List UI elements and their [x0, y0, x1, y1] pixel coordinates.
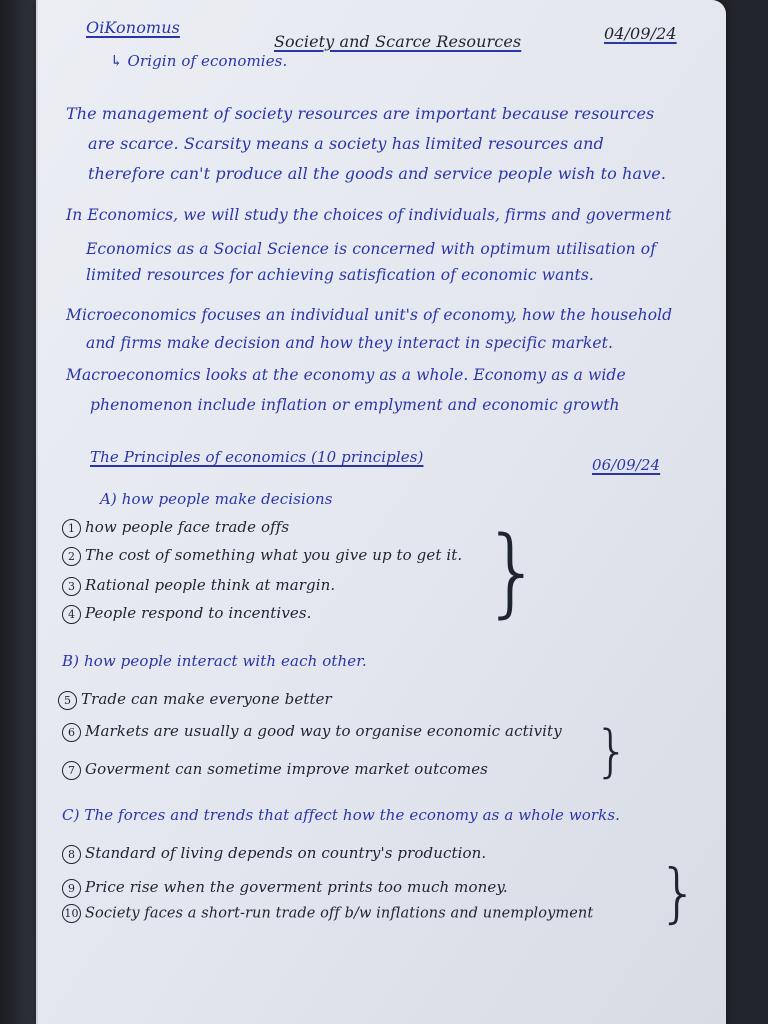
section-c-heading: C) The forces and trends that affect how the economy as a whole works. — [62, 806, 621, 824]
principle-number: 9 — [62, 879, 81, 898]
margin-line — [36, 0, 38, 1024]
principle-item — [62, 576, 335, 596]
principle-text: Price rise when the goverment prints too much money. — [85, 878, 508, 896]
para2-line3: limited resources for achieving satisfication of economic wants. — [86, 266, 594, 284]
principle-item — [62, 878, 508, 898]
para4-line2: phenomenon include inflation or emplyment and economic growth — [90, 396, 620, 414]
principle-item — [62, 760, 488, 780]
principle-number: 3 — [62, 577, 81, 596]
principle-item — [58, 690, 332, 710]
curly-brace: } — [594, 719, 630, 784]
principle-item — [62, 844, 486, 864]
para4-line1: Macroeconomics looks at the economy as a whole. Economy as a wide — [66, 366, 626, 384]
principle-number: 6 — [62, 723, 81, 742]
principle-number: 8 — [62, 845, 81, 864]
principle-item — [62, 518, 289, 538]
principle-number: 1 — [62, 519, 81, 538]
section-b-heading: B) how people interact with each other. — [62, 652, 367, 670]
principle-number: 10 — [62, 904, 81, 923]
principle-text: how people face trade offs — [85, 518, 290, 536]
para1-line1: The management of society resources are important because resources — [66, 104, 655, 123]
notebook-spine — [0, 0, 38, 1024]
header-date: 04/09/24 — [604, 24, 677, 43]
principle-text: The cost of something what you give up to get it. — [85, 546, 463, 564]
curly-brace: } — [658, 857, 699, 931]
principle-item — [62, 904, 593, 923]
principle-item — [62, 722, 562, 742]
para1-line3: therefore can't produce all the goods and service people wish to have. — [88, 164, 667, 183]
principles-heading: The Principles of economics (10 principles) — [90, 448, 424, 466]
principles-date: 06/09/24 — [592, 456, 661, 474]
section-a-heading: A) how people make decisions — [100, 490, 333, 508]
principle-item — [62, 604, 312, 624]
principle-text: Rational people think at margin. — [85, 576, 336, 594]
page-title: Society and Scarce Resources — [274, 32, 522, 51]
principle-number: 4 — [62, 605, 81, 624]
principle-text: Society faces a short-run trade off b/w inflations and unemployment — [85, 905, 594, 922]
principle-item — [62, 546, 462, 566]
para3-line2: and firms make decision and how they interact in specific market. — [86, 334, 613, 352]
principle-number: 5 — [58, 691, 77, 710]
principle-number: 7 — [62, 761, 81, 780]
principle-text: Standard of living depends on country's production. — [85, 844, 487, 862]
header-word: OiKonomus — [86, 18, 180, 37]
header-origin: ↳ Origin of economies. — [110, 52, 288, 70]
principle-number: 2 — [62, 547, 81, 566]
principle-text: Markets are usually a good way to organise economic activity — [85, 722, 562, 740]
curly-brace: } — [482, 516, 544, 628]
para2-line1: In Economics, we will study the choices of individuals, firms and goverment — [66, 206, 672, 224]
para3-line1: Microeconomics focuses an individual unit's of economy, how the household — [66, 306, 673, 324]
notebook-page — [36, 0, 726, 1024]
para1-line2: are scarce. Scarsity means a society has limited resources and — [88, 134, 604, 153]
principle-text: People respond to incentives. — [85, 604, 312, 622]
principle-text: Goverment can sometime improve market outcomes — [85, 760, 488, 778]
principle-text: Trade can make everyone better — [81, 690, 332, 708]
para2-line2: Economics as a Social Science is concerned with optimum utilisation of — [86, 240, 657, 258]
